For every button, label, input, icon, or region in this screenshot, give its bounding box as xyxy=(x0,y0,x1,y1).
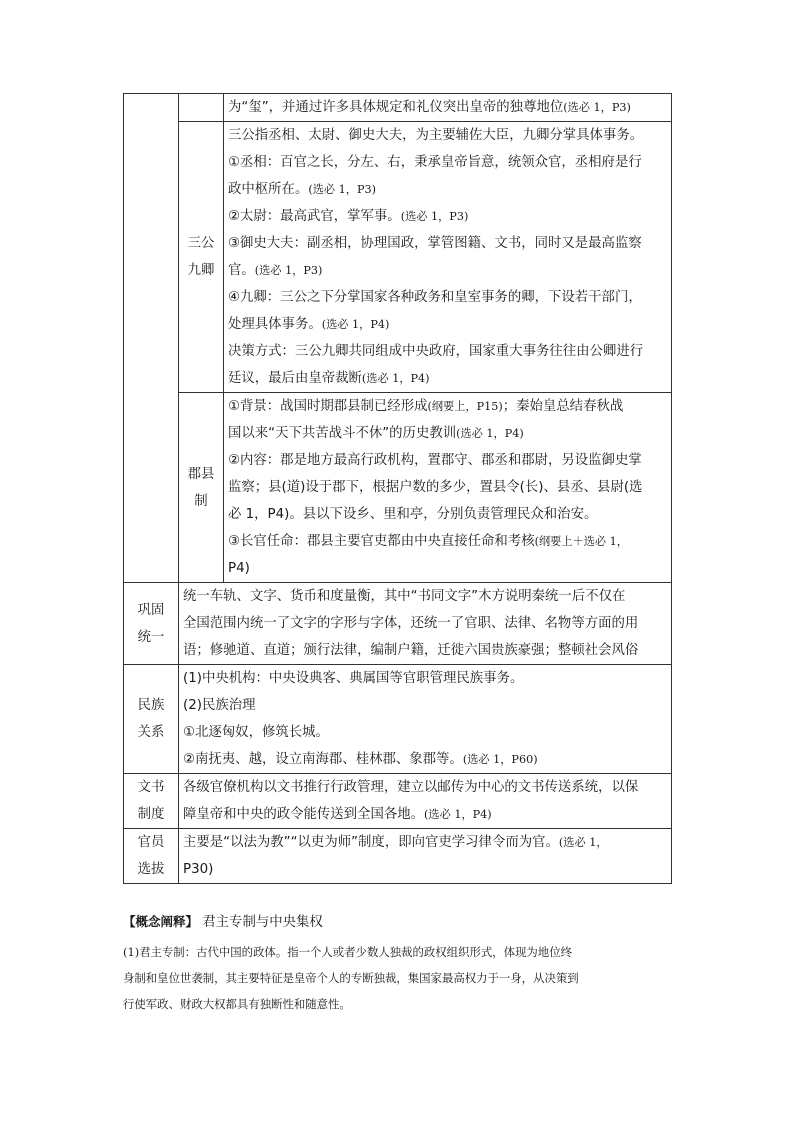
content-text: 必 1，P4)。县以下设乡、里和亭，分别负责管理民众和治安。 xyxy=(228,507,598,522)
content-text: 国以来“天下共苦战斗不休”的历史教训 xyxy=(228,426,457,441)
table-row xyxy=(124,122,672,393)
table-row xyxy=(124,94,672,122)
content-text: 处理具体事务。 xyxy=(228,317,322,332)
content-text: ④九卿：三公之下分掌国家各种政务和皇室事务的卿，下设若干部门， xyxy=(228,290,642,305)
content-text: 决策方式：三公九卿共同组成中央政府，国家重大事务往往由公卿进行 xyxy=(228,344,644,359)
seal-text: 为“玺”，并通过许多具体规定和礼仪突出皇帝的独尊地位 xyxy=(228,100,564,115)
citation: (选必 1，P3) xyxy=(563,101,631,114)
content-text: 障皇帝和中央的政令能传送到全国各地。 xyxy=(183,807,425,822)
label-line: 统一 xyxy=(137,629,165,645)
wenshu-zhidu-label xyxy=(124,774,179,829)
qin-political-system-table xyxy=(123,93,672,884)
content-text: 语；修驰道、直道；颁行法律，编制户籍，迁徙六国贵族豪强；整顿社会风俗 xyxy=(183,643,639,658)
label-line: 三公 xyxy=(187,236,215,251)
citation: (纲要上，P15) xyxy=(427,400,503,413)
label-line: 巩固 xyxy=(137,602,165,618)
junxian-label xyxy=(179,393,224,583)
sangong-jiuqing-label xyxy=(179,122,224,393)
label-line: 制 xyxy=(194,493,208,509)
gonggu-tongyi-content xyxy=(179,583,672,665)
citation: (选必 1，P3) xyxy=(254,264,323,277)
empty-category-cell xyxy=(124,94,179,583)
guanyuan-xuanba-content xyxy=(179,829,672,884)
label-line: 选拔 xyxy=(137,862,165,877)
citation: (选必 1，P3) xyxy=(308,183,376,196)
content-text: 主要是“以法为教”“以吏为师”制度，即向官吏学习律令而为官。 xyxy=(183,835,559,850)
label-line: 文书 xyxy=(137,780,165,795)
content-text: 统一车轨、文字、货币和度量衡，其中“书同文字”木方说明秦统一后不仅在 xyxy=(183,589,626,604)
gonggu-tongyi-label xyxy=(124,583,179,665)
content-text: P30) xyxy=(183,862,214,877)
citation: (选必 1， xyxy=(558,836,608,849)
table-row xyxy=(124,583,672,665)
citation: (选必 1，P4) xyxy=(424,808,492,821)
content-text: ③御史大夫：副丞相，协理国政，掌管图籍、文书，同时又是最高监察 xyxy=(228,236,642,251)
label-line: 关系 xyxy=(137,725,165,740)
content-text: 廷议，最后由皇帝裁断 xyxy=(228,371,362,386)
citation: (选必 1，P4) xyxy=(456,427,524,440)
empty-label-cell xyxy=(179,94,224,122)
citation: (选必 1，P4) xyxy=(361,372,430,385)
junxian-content xyxy=(224,393,672,583)
content-text: ③长官任命：郡县主要官吏都由中央直接任命和考核 xyxy=(228,534,535,549)
citation: (选必 1，P60) xyxy=(462,753,538,766)
content-text: ②太尉：最高武官，掌军事。 xyxy=(228,209,401,224)
concept-text: 行使军政、财政大权都具有独断性和随意性。 xyxy=(123,997,351,1011)
content-text: 三公指丞相、太尉、御史大夫，为主要辅佐大臣，九卿分掌具体事务。 xyxy=(228,128,644,143)
label-line: 民族 xyxy=(137,698,165,713)
citation: (选必 1，P4) xyxy=(321,318,390,331)
content-text: (1)中央机构：中央设典客、典属国等官职管理民族事务。 xyxy=(183,671,524,686)
content-text: ①丞相：百官之长，分左、右，秉承皇帝旨意，统领众官，丞相府是行 xyxy=(228,155,642,170)
table-row xyxy=(124,774,672,829)
citation: (纲要上＋选必 1， xyxy=(534,535,628,548)
content-text: ①北逐匈奴，修筑长城。 xyxy=(183,725,329,740)
minzu-guanxi-content xyxy=(179,665,672,774)
content-text: (2)民族治理 xyxy=(183,698,256,713)
content-text: ①背景：战国时期郡县制已经形成 xyxy=(228,399,428,414)
concept-explanation xyxy=(123,910,683,1017)
content-text: 各级官僚机构以文书推行行政管理，建立以邮传为中心的文书传送系统，以保 xyxy=(183,780,639,795)
label-line: 制度 xyxy=(137,807,165,822)
sangong-jiuqing-content xyxy=(224,122,672,393)
concept-text: (1)君主专制：古代中国的政体。指一个人或者少数人独裁的政权组织形式，体现为地位终 xyxy=(123,945,572,959)
table-row xyxy=(124,665,672,774)
label-line: 官员 xyxy=(137,835,165,850)
content-text: ②内容：郡是地方最高行政机构，置郡守、郡丞和郡尉，另设监御史掌 xyxy=(228,453,642,468)
concept-heading xyxy=(123,910,683,935)
guanyuan-xuanba-label xyxy=(124,829,179,884)
content-text: ；秦始皇总结春秋战 xyxy=(502,399,624,414)
concept-text: 身制和皇位世袭制，其主要特征是皇帝个人的专断独裁，集国家最高权力于一身，从决策到 xyxy=(123,971,579,985)
label-line: 九卿 xyxy=(187,263,215,278)
minzu-guanxi-label xyxy=(124,665,179,774)
content-text: 政中枢所在。 xyxy=(228,182,309,197)
content-text: ②南抚夷、越，设立南海郡、桂林郡、象郡等。 xyxy=(183,752,463,767)
content-text: 监察；县(道)设于郡下，根据户数的多少，置县令(长)、县丞、县尉(选 xyxy=(228,480,643,495)
citation: (选必 1，P3) xyxy=(400,210,469,223)
table-row xyxy=(124,829,672,884)
seal-content-cell xyxy=(224,94,672,122)
content-text: 官。 xyxy=(228,263,255,278)
concept-tag: 【概念阐释】 xyxy=(123,914,199,929)
concept-title: 君主专制与中央集权 xyxy=(202,915,323,930)
wenshu-zhidu-content xyxy=(179,774,672,829)
content-text: P4) xyxy=(228,561,250,576)
label-line: 郡县 xyxy=(187,466,215,482)
table-row xyxy=(124,393,672,583)
content-text: 全国范围内统一了文字的字形与字体，还统一了官职、法律、名物等方面的用 xyxy=(183,616,639,631)
